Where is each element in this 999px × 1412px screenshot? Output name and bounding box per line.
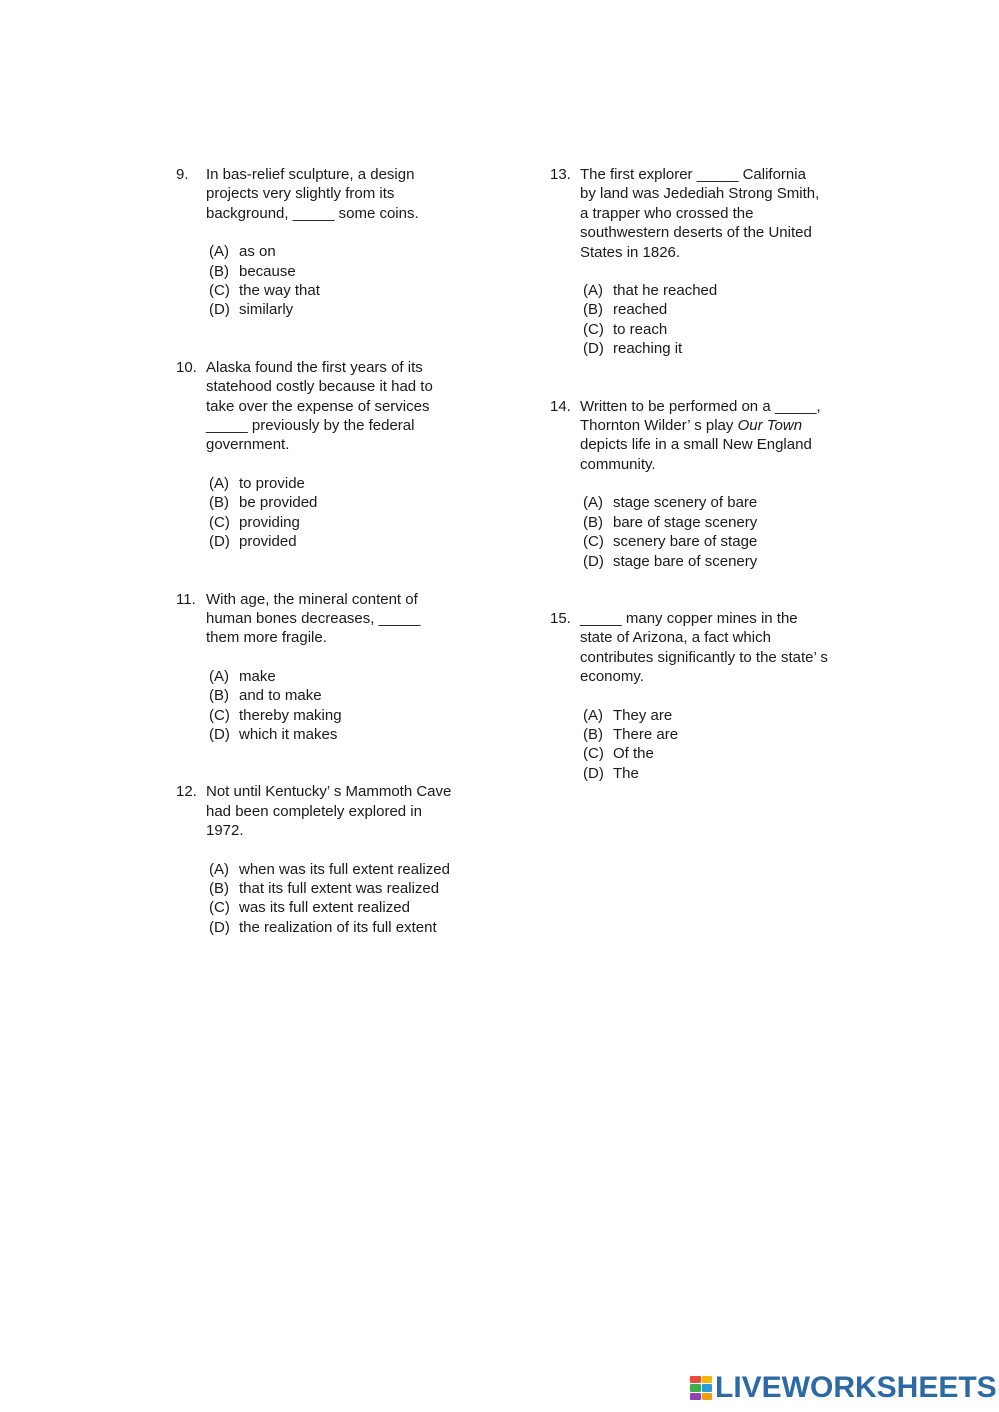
option-c[interactable]: (C) was its full extent realized bbox=[209, 899, 410, 917]
question-text: Alaska found the first years of its statehood costly because it had to take over the expense of services _____ previously by the federal government. bbox=[206, 358, 433, 454]
option-c[interactable]: (C) providing bbox=[209, 513, 300, 531]
question-number: 9. bbox=[176, 166, 189, 183]
answer-options bbox=[583, 281, 880, 359]
left-column bbox=[176, 165, 496, 937]
option-b[interactable]: (B) and to make bbox=[209, 687, 322, 705]
option-b[interactable]: (B) that its full extent was realized bbox=[209, 879, 440, 897]
question-11 bbox=[176, 590, 496, 745]
answer-options bbox=[209, 242, 496, 320]
option-d[interactable]: (D) similarly bbox=[209, 301, 294, 319]
brand-block bbox=[702, 1376, 713, 1383]
option-a[interactable]: (A) stage scenery of bare bbox=[583, 494, 758, 512]
answer-options bbox=[583, 493, 880, 571]
right-column bbox=[550, 165, 880, 783]
question-number: 15. bbox=[550, 609, 571, 627]
option-b[interactable]: (B) because bbox=[209, 262, 296, 280]
option-a[interactable]: (A) They are bbox=[583, 706, 673, 724]
option-b[interactable]: (B) be provided bbox=[209, 494, 318, 512]
option-b[interactable]: (B) bare of stage scenery bbox=[583, 513, 758, 531]
question-12 bbox=[176, 782, 496, 937]
option-d[interactable]: (D) The bbox=[583, 764, 639, 782]
option-a[interactable]: (A) that he reached bbox=[583, 282, 718, 300]
question-15 bbox=[550, 609, 880, 783]
option-c[interactable]: (C) Of the bbox=[583, 745, 654, 763]
question-text: Written to be performed on a _____, Thornton Wilder’ s play Our Town depicts life in a small New England community. bbox=[580, 397, 821, 473]
question-10 bbox=[176, 358, 496, 552]
brand-block bbox=[690, 1384, 701, 1391]
brand-wordmark: LIVEWORKSHEETS bbox=[715, 1371, 997, 1404]
option-b[interactable]: (B) There are bbox=[583, 725, 679, 743]
option-d[interactable]: (D) stage bare of scenery bbox=[583, 552, 758, 570]
option-c[interactable]: (C) scenery bare of stage bbox=[583, 533, 758, 551]
question-9 bbox=[176, 165, 496, 320]
option-a[interactable]: (A) to provide bbox=[209, 474, 305, 492]
brand-block bbox=[690, 1393, 701, 1400]
question-text: With age, the mineral content of human bones decreases, _____ them more fragile. bbox=[206, 590, 421, 647]
question-number: 11. bbox=[176, 590, 196, 608]
option-a[interactable]: (A) when was its full extent realized bbox=[209, 860, 450, 878]
question-number: 13. bbox=[550, 166, 571, 183]
option-d[interactable]: (D) the realization of its full extent bbox=[209, 918, 437, 936]
question-text: Not until Kentucky’ s Mammoth Cave had been completely explored in 1972. bbox=[206, 783, 452, 840]
brand-block bbox=[702, 1393, 713, 1400]
question-13 bbox=[550, 165, 880, 359]
option-a[interactable]: (A) make bbox=[209, 667, 276, 685]
question-number: 14. bbox=[550, 397, 571, 415]
option-c[interactable]: (C) to reach bbox=[583, 320, 668, 338]
answer-options bbox=[209, 667, 496, 745]
question-number: 10. bbox=[176, 358, 197, 376]
brand-block bbox=[690, 1376, 701, 1383]
play-title: Our Town bbox=[737, 417, 803, 435]
answer-options bbox=[209, 474, 496, 552]
option-a[interactable]: (A) as on bbox=[209, 243, 276, 261]
question-number: 12. bbox=[176, 783, 197, 801]
option-d[interactable]: (D) provided bbox=[209, 533, 297, 551]
brand-blocks-icon bbox=[690, 1376, 712, 1400]
liveworksheets-logo[interactable] bbox=[690, 1373, 997, 1403]
option-c[interactable]: (C) thereby making bbox=[209, 706, 342, 724]
option-c[interactable]: (C) the way that bbox=[209, 282, 320, 300]
option-d[interactable]: (D) reaching it bbox=[583, 340, 683, 358]
answer-options bbox=[583, 706, 880, 784]
option-b[interactable]: (B) reached bbox=[583, 301, 668, 319]
question-text: _____ many copper mines in the state of Arizona, a fact which contributes significantly to the state’ s economy. bbox=[580, 609, 828, 686]
answer-options bbox=[209, 860, 496, 938]
question-14 bbox=[550, 397, 880, 571]
question-text: In bas-relief sculpture, a design projects very slightly from its background, _____ some coins. bbox=[206, 166, 419, 222]
question-text: The first explorer _____ California by land was Jedediah Strong Smith, a trapper who crossed the southwestern deserts of the United States in 1826. bbox=[580, 166, 820, 261]
option-d[interactable]: (D) which it makes bbox=[209, 725, 338, 743]
brand-block bbox=[702, 1384, 713, 1391]
